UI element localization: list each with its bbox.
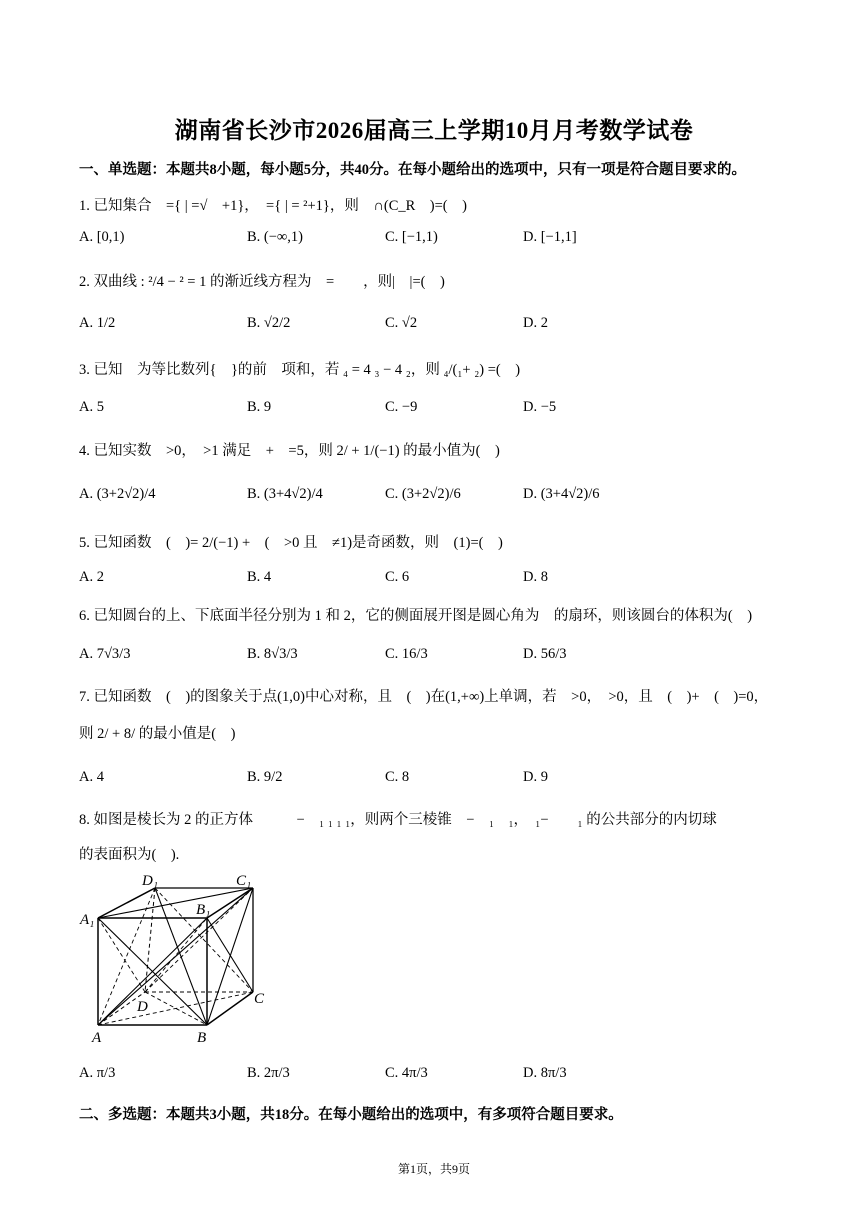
question-3-option-b: B. 9 — [247, 399, 272, 415]
question-3-stem: 3. 已知 为等比数列{ }的前 项和，若 ₄ = 4 ₃ − 4 ₂，则 ₄/(₁+ ₂) =( ) — [79, 362, 521, 378]
question-3-option-d: D. −5 — [523, 399, 557, 415]
vertex-label-d: D — [137, 999, 148, 1015]
section-heading-multiple-choice: 二、多选题：本题共3小题，共18分。在每小题给出的选项中，有多项符合题目要求。 — [79, 1107, 623, 1123]
question-8-option-c: C. 4π/3 — [385, 1065, 428, 1081]
question-3-option-a: A. 5 — [79, 399, 104, 415]
question-6-option-d: D. 56/3 — [523, 646, 567, 662]
question-8-option-d: D. 8π/3 — [523, 1065, 567, 1081]
question-1-option-d: D. [−1,1] — [523, 229, 577, 245]
cube-figure — [76, 868, 276, 1048]
question-2-option-d: D. 2 — [523, 315, 548, 331]
question-5-option-c: C. 6 — [385, 569, 410, 585]
question-4-stem: 4. 已知实数 >0， >1 满足 + =5，则 2/ + 1/(−1) 的最小值为( ) — [79, 443, 500, 459]
question-1-option-b: B. (−∞,1) — [247, 229, 303, 245]
question-4-option-d: D. (3+4√2)/6 — [523, 486, 600, 502]
question-5-option-d: D. 8 — [523, 569, 548, 585]
vertex-label-a: A — [92, 1030, 102, 1046]
vertex-label-c1: C₁ — [236, 873, 252, 889]
question-5-option-b: B. 4 — [247, 569, 272, 585]
question-7-option-d: D. 9 — [523, 769, 548, 785]
question-1-stem: 1. 已知集合 ={ | =√ +1}， ={ | = ²+1}，则 ∩(C_R )=( ) — [79, 198, 467, 214]
question-5-option-a: A. 2 — [79, 569, 104, 585]
question-2-option-c: C. √2 — [385, 315, 418, 331]
vertex-label-d1: D₁ — [142, 873, 159, 889]
question-6-option-c: C. 16/3 — [385, 646, 428, 662]
question-3-option-c: C. −9 — [385, 399, 418, 415]
question-4-option-c: C. (3+2√2)/6 — [385, 486, 461, 502]
page-footer: 第1页，共9页 — [397, 1162, 470, 1176]
question-7-stem: 7. 已知函数 ( )的图象关于点(1,0)中心对称，且 ( )在(1,+∞)上单调，若 >0， >0，且 ( )+ ( )=0， — [79, 689, 769, 705]
question-1-option-a: A. [0,1) — [79, 229, 125, 245]
question-7-option-b: B. 9/2 — [247, 769, 283, 785]
question-6-option-b: B. 8√3/3 — [247, 646, 298, 662]
question-2-stem: 2. 双曲线 : ²/4 − ² = 1 的渐近线方程为 = ，则| |=( ) — [79, 274, 445, 290]
question-5-stem: 5. 已知函数 ( )= 2/(−1) + ( >0 且 ≠1)是奇函数，则 (1)=( ) — [79, 535, 503, 551]
question-8-stem: 8. 如图是棱长为 2 的正方体 − ₁ ₁ ₁ ₁，则两个三棱锥 − ₁ ₁， ₁− ₁ 的公共部分的内切球 — [79, 812, 717, 828]
question-2-option-a: A. 1/2 — [79, 315, 116, 331]
question-8-option-b: B. 2π/3 — [247, 1065, 290, 1081]
question-2-option-b: B. √2/2 — [247, 315, 291, 331]
vertex-label-b: B — [197, 1030, 207, 1046]
question-7-option-a: A. 4 — [79, 769, 104, 785]
question-7-stem-continued: 则 2/ + 8/ 的最小值是( ) — [79, 726, 236, 742]
question-4-option-b: B. (3+4√2)/4 — [247, 486, 323, 502]
vertex-label-b1: B₁ — [196, 902, 211, 918]
question-8-option-a: A. π/3 — [79, 1065, 116, 1081]
section-heading-single-choice: 一、单选题：本题共8小题，每小题5分，共40分。在每小题给出的选项中，只有一项是符合题目要求的。 — [79, 162, 746, 178]
question-6-stem: 6. 已知圆台的上、下底面半径分别为 1 和 2，它的侧面展开图是圆心角为 的扇环，则该圆台的体积为( ) — [79, 608, 753, 624]
page-title: 湖南省长沙市2026届高三上学期10月月考数学试卷 — [174, 118, 694, 143]
vertex-label-a1: A₁ — [80, 912, 95, 928]
vertex-label-c: C — [254, 991, 265, 1007]
question-8-stem-continued: 的表面积为( ). — [79, 847, 180, 863]
question-7-option-c: C. 8 — [385, 769, 410, 785]
question-1-option-c: C. [−1,1) — [385, 229, 438, 245]
question-4-option-a: A. (3+2√2)/4 — [79, 486, 156, 502]
question-6-option-a: A. 7√3/3 — [79, 646, 131, 662]
